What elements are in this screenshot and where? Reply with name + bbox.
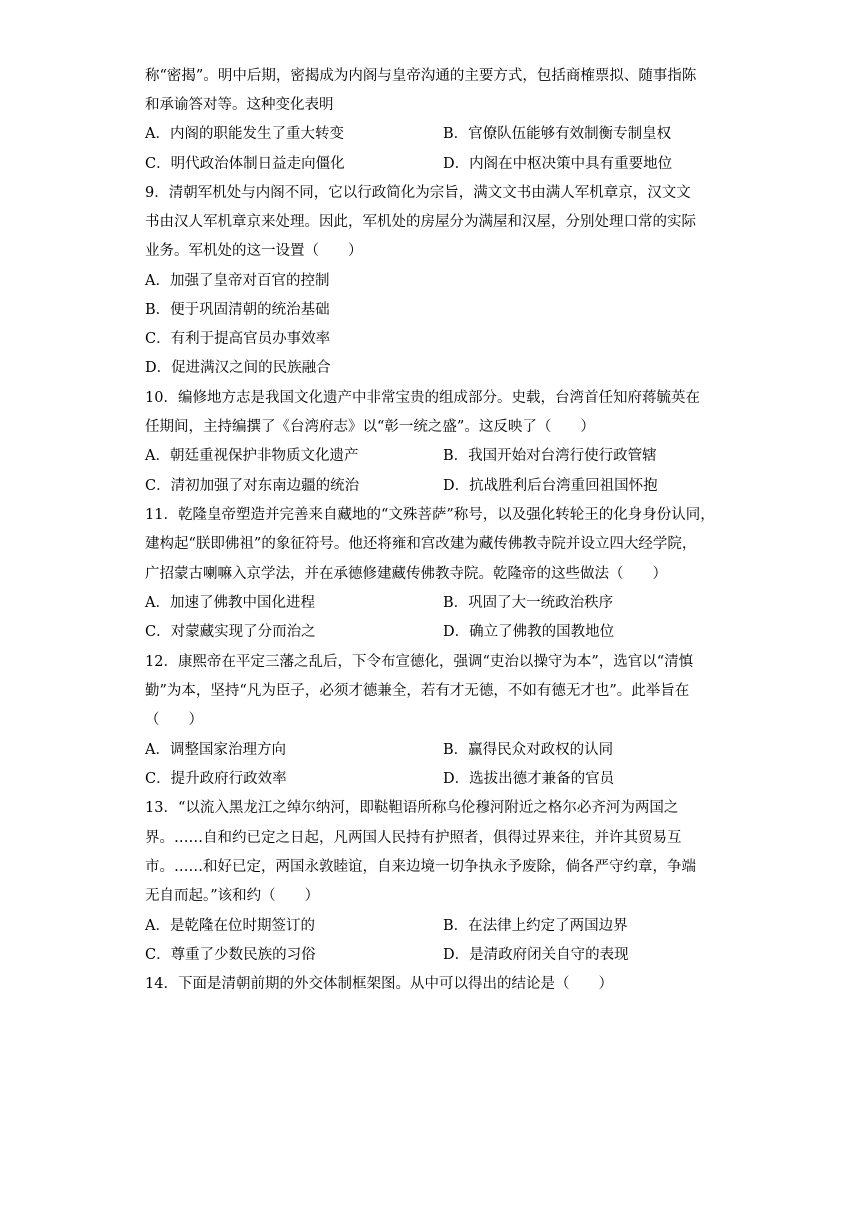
q10-stem-line-2: 任期间，主持编撰了《台湾府志》以“彰一统之盛”。这反映了（ ）	[145, 419, 595, 435]
q8-option-d[interactable]: D．内阁在中枢决策中具有重要地位	[443, 156, 673, 172]
q10-option-c[interactable]: C．清初加强了对东南边疆的统治	[145, 478, 360, 494]
q12-stem-line-1: 12．康熙帝在平定三藩之乱后，下令布宣德化，强调“吏治以操守为本”，选官以“清慎	[145, 654, 694, 670]
q11-option-c[interactable]: C．对蒙藏实现了分而治之	[145, 624, 316, 640]
q10-option-b[interactable]: B．我国开始对台湾行使行政管辖	[443, 448, 657, 464]
q11-option-d[interactable]: D．确立了佛教的国教地位	[443, 624, 615, 640]
q12-option-a[interactable]: A．调整国家治理方向	[145, 742, 286, 758]
q13-stem-line-1: 13．“以流入黑龙江之绰尔纳河，即鞑靼语所称乌伦穆河附近之格尔必齐河为两国之	[145, 800, 679, 816]
q11-stem-line-1: 11．乾隆皇帝塑造并完善来自藏地的“文殊菩萨”称号，以及强化转轮王的化身身份认同，	[145, 507, 715, 523]
q13-option-d[interactable]: D．是清政府闭关自守的表现	[443, 947, 629, 963]
q11-stem-line-3: 广招蒙古喇嘛入京学法，并在承德修建藏传佛教寺院。乾隆帝的这些做法（ ）	[145, 566, 667, 582]
q9-option-d[interactable]: D．促进满汉之间的民族融合	[145, 360, 331, 376]
q8-option-c[interactable]: C．明代政治体制日益走向僵化	[145, 156, 345, 172]
q12-option-c[interactable]: C．提升政府行政效率	[145, 771, 287, 787]
q13-stem-line-3: 市。……和好已定，两国永敦睦谊，自来边境一切争执永予废除，倘各严守约章，争端	[145, 859, 696, 875]
q9-option-c[interactable]: C．有利于提高官员办事效率	[145, 331, 331, 347]
q10-stem-line-1: 10．编修地方志是我国文化遗产中非常宝贵的组成部分。史载，台湾首任知府蒋毓英在	[145, 390, 700, 406]
q14-stem-line-1: 14．下面是清朝前期的外交体制框架图。从中可以得出的结论是（ ）	[145, 976, 613, 992]
q9-stem-line-3: 业务。军机处的这一设置（ ）	[145, 243, 363, 259]
q12-option-b[interactable]: B．赢得民众对政权的认同	[443, 742, 614, 758]
q12-stem-line-2: 勤”为本，坚持“凡为臣子，必须才德兼全，若有才无德，不如有德无才也”。此举旨在	[145, 683, 690, 699]
q12-stem-line-3: （ ）	[145, 712, 203, 728]
q10-option-d[interactable]: D．抗战胜利后台湾重回祖国怀抱	[443, 478, 658, 494]
q9-option-b[interactable]: B．便于巩固清朝的统治基础	[145, 302, 330, 318]
q11-stem-line-2: 建构起“朕即佛祖”的象征符号。他还将雍和宫改建为藏传佛教寺院并设立四大经学院，	[145, 536, 697, 552]
q13-stem-line-4: 无自而起。”该和约（ ）	[145, 888, 320, 904]
q9-stem-line-1: 9．清朝军机处与内阁不同，它以行政简化为宗旨，满文文书由满人军机章京，汉文文	[145, 185, 691, 201]
q13-stem-line-2: 界。……自和约已定之日起，凡两国人民持有护照者，俱得过界来往，并许其贸易互	[145, 830, 682, 846]
q12-option-d[interactable]: D．选拔出德才兼备的官员	[443, 771, 615, 787]
q11-option-a[interactable]: A．加速了佛教中国化进程	[145, 595, 315, 611]
q13-option-b[interactable]: B．在法律上约定了两国边界	[443, 918, 628, 934]
q9-stem-line-2: 书由汉人军机章京来处理。因此，军机处的房屋分为满屋和汉屋，分别处理口常的实际	[145, 214, 696, 230]
q13-option-c[interactable]: C．尊重了少数民族的习俗	[145, 947, 316, 963]
q8-stem-line-1: 称“密揭”。明中后期，密揭成为内阁与皇帝沟通的主要方式，包括商榷票拟、随事指陈	[145, 68, 697, 84]
q13-option-a[interactable]: A．是乾隆在位时期签订的	[145, 918, 315, 934]
q8-stem-line-2: 和承谕答对等。这种变化表明	[145, 97, 334, 113]
q8-option-b[interactable]: B．官僚队伍能够有效制衡专制皇权	[443, 126, 672, 142]
q9-option-a[interactable]: A．加强了皇帝对百官的控制	[145, 273, 330, 289]
q10-option-a[interactable]: A．朝廷重视保护非物质文化遗产	[145, 448, 359, 464]
q11-option-b[interactable]: B．巩固了大一统政治秩序	[443, 595, 614, 611]
q8-option-a[interactable]: A．内阁的职能发生了重大转变	[145, 126, 344, 142]
